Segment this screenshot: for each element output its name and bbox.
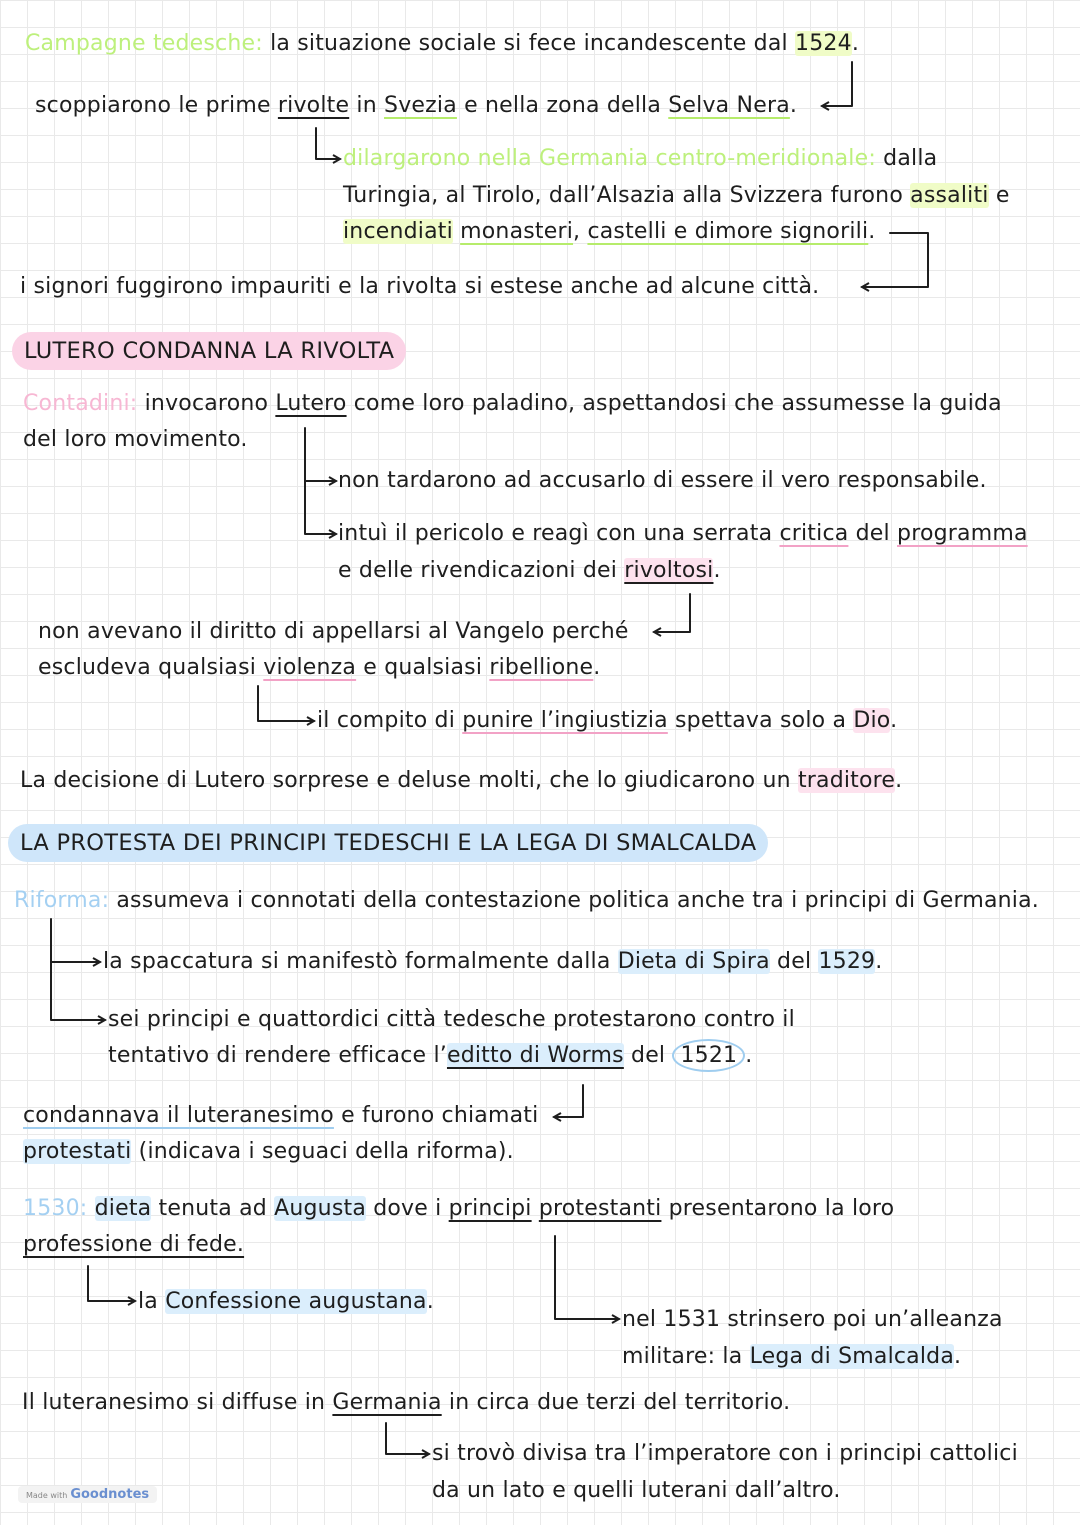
line-confessione: la Confessione augustana. bbox=[138, 1289, 434, 1314]
arrow-professione-to-confessione bbox=[88, 1266, 135, 1301]
line-intui: intuì il pericolo e reagì con una serrata critica del programma bbox=[338, 521, 1028, 546]
line-contadini: Contadini: invocarono Lutero come loro paladino, aspettandosi che assumesse la guida bbox=[23, 391, 1002, 416]
line-rivoltosi: e delle rivendicazioni dei rivoltosi. bbox=[338, 558, 721, 583]
line-campagne: Campagne tedesche: la situazione sociale si fece incandescente dal 1524. bbox=[25, 31, 860, 56]
arrow-germania-to-divisa bbox=[386, 1423, 429, 1454]
goodnotes-badge: Made with Goodnotes bbox=[18, 1486, 157, 1503]
line-riforma: Riforma: assumeva i connotati della contestazione politica anche tra i principi di Germania. bbox=[14, 888, 1039, 913]
line-incendiati: incendiati monasteri, castelli e dimore signorili. bbox=[343, 219, 876, 244]
line-compito: il compito di punire l’ingiustizia spettava solo a Dio. bbox=[317, 708, 898, 733]
line-1530: 1530: dieta tenuta ad Augusta dove i principi protestanti presentarono la loro bbox=[23, 1196, 895, 1221]
arrow-violenza-to-compito bbox=[258, 686, 314, 721]
arrow-1524-to-rivolte bbox=[822, 62, 852, 106]
line-decisione: La decisione di Lutero sorprese e deluse molti, che lo giudicarono un traditore. bbox=[20, 768, 903, 793]
line-accusarlo: non tardarono ad accusarlo di essere il vero responsabile. bbox=[338, 468, 987, 493]
line-professione: professione di fede. bbox=[23, 1232, 245, 1257]
header-lutero-condanna: LUTERO CONDANNA LA RIVOLTA bbox=[12, 332, 406, 370]
keyword-contadini: Contadini: bbox=[23, 391, 138, 416]
line-dallaltro: da un lato e quelli luterani dall’altro. bbox=[432, 1478, 841, 1503]
line-1531: nel 1531 strinsero poi un’alleanza bbox=[622, 1307, 1003, 1332]
keyword-1530: 1530: bbox=[23, 1196, 88, 1221]
line-turingia: Turingia, al Tirolo, dall’Alsazia alla Svizzera furono assaliti e bbox=[343, 183, 1010, 208]
line-signori: i signori fuggirono impauriti e la rivolta si estese anche ad alcune città. bbox=[20, 274, 820, 299]
line-protestati: protestati (indicava i seguaci della riforma). bbox=[23, 1139, 514, 1164]
arrow-rivoltosi-to-vangelo bbox=[654, 594, 690, 632]
keyword-campagne: Campagne tedesche: bbox=[25, 31, 263, 56]
arrow-editto-to-condannava bbox=[554, 1085, 583, 1117]
arrow-riforma-branch bbox=[51, 919, 105, 1020]
line-sei-principi: sei principi e quattordici città tedesche protestarono contro il bbox=[108, 1007, 795, 1032]
line-vangelo: non avevano il diritto di appellarsi al Vangelo perché bbox=[38, 619, 629, 644]
line-rivolte: scoppiarono le prime rivolte in Svezia e nella zona della Selva Nera. bbox=[35, 93, 798, 118]
arrow-rivolte-to-dilargarono bbox=[316, 128, 340, 159]
arrow-principi-to-1531 bbox=[555, 1236, 619, 1319]
line-movimento: del loro movimento. bbox=[23, 427, 248, 452]
line-spaccatura: la spaccatura si manifestò formalmente dalla Dieta di Spira del 1529. bbox=[103, 949, 883, 974]
arrow-signorili-to-signori bbox=[862, 233, 928, 287]
line-luteranesimo: Il luteranesimo si diffuse in Germania in circa due terzi del territorio. bbox=[22, 1390, 791, 1415]
line-dilargarono: dilargarono nella Germania centro-meridionale: dalla bbox=[343, 146, 938, 171]
goodnotes-logo: Goodnotes bbox=[70, 1487, 150, 1502]
line-violenza: escludeva qualsiasi violenza e qualsiasi ribellione. bbox=[38, 655, 601, 680]
line-lega: militare: la Lega di Smalcalda. bbox=[622, 1344, 962, 1369]
keyword-riforma: Riforma: bbox=[14, 888, 110, 913]
line-condannava: condannava il luteranesimo e furono chiamati bbox=[23, 1103, 539, 1128]
header-protesta-principi: LA PROTESTA DEI PRINCIPI TEDESCHI E LA LEGA DI SMALCALDA bbox=[8, 824, 768, 862]
line-editto: tentativo di rendere efficace l’editto di Worms del 1521 . bbox=[108, 1041, 752, 1071]
circled-year-1521: 1521 bbox=[672, 1039, 745, 1072]
line-divisa: si trovò divisa tra l’imperatore con i principi cattolici bbox=[432, 1441, 1018, 1466]
